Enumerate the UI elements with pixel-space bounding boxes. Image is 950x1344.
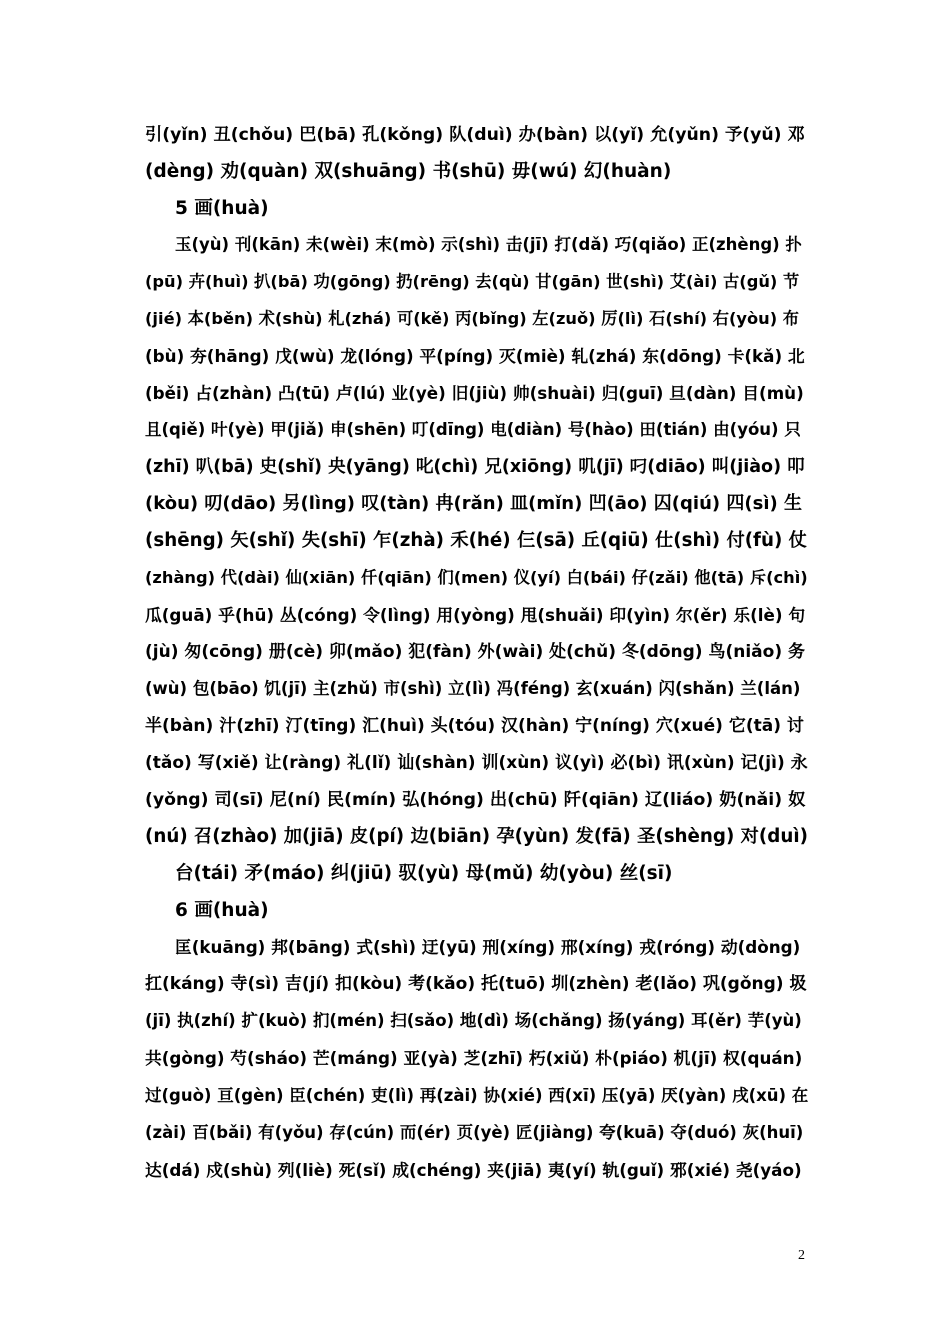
text-line: (tǎo) 写(xiě) 让(ràng) 礼(lǐ) 讪(shàn) 训(xùn) 议(yì) 必(bì) 讯(xùn) 记(jì) 永: [145, 753, 808, 773]
text-line: (zài) 百(bǎi) 有(yǒu) 存(cún) 而(ér) 页(yè) 匠(jiàng) 夸(kuā) 夺(duó) 灰(huī): [145, 1123, 804, 1142]
text-line: (yǒng) 司(sī) 尼(ní) 民(mín) 弘(hóng) 出(chū) 阡(qiān) 辽(liáo) 奶(nǎi) 奴: [145, 790, 806, 810]
text-line: 半(bàn) 汁(zhī) 汀(tīng) 汇(huì) 头(tóu) 汉(hàn) 宁(níng) 穴(xué) 它(tā) 讨: [145, 716, 804, 736]
text-line: 匡(kuāng) 邦(bāng) 式(shì) 迂(yū) 刑(xíng) 邢(xíng) 戎(róng) 动(dòng): [175, 937, 801, 957]
text-line: (jù) 匆(cōng) 册(cè) 卯(mǎo) 犯(fàn) 外(wài) 处(chǔ) 冬(dōng) 鸟(niǎo) 务: [145, 642, 806, 662]
text-line: 瓜(guā) 乎(hū) 丛(cóng) 令(lìng) 用(yòng) 甩(shuǎi) 印(yìn) 尔(ěr) 乐(lè) 句: [145, 605, 806, 625]
text-line: 玉(yù) 刊(kān) 未(wèi) 末(mò) 示(shì) 击(jī) 打(dǎ) 巧(qiǎo) 正(zhèng) 扑: [175, 235, 802, 254]
text-line: (dèng) 劝(quàn) 双(shuāng) 书(shū) 毋(wú) 幻(huàn): [145, 161, 672, 182]
text-line: (běi) 占(zhàn) 凸(tū) 卢(lú) 业(yè) 旧(jiù) 帅(shuài) 归(guī) 旦(dàn) 目(mù): [145, 383, 804, 403]
text-line: (nú) 召(zhào) 加(jiā) 皮(pí) 边(biān) 孕(yùn) 发(fā) 圣(shèng) 对(duì): [145, 826, 808, 847]
text-line: (shēng) 矢(shǐ) 失(shī) 乍(zhà) 禾(hé) 仨(sā) 丘(qiū) 仕(shì) 付(fù) 仗: [145, 530, 807, 551]
text-line: (bù) 夯(hāng) 戊(wù) 龙(lóng) 平(píng) 灭(miè) 轧(zhá) 东(dōng) 卡(kǎ) 北: [145, 346, 805, 366]
text-line: (pū) 卉(huì) 扒(bā) 功(gōng) 扔(rēng) 去(qù) 甘(gān) 世(shì) 艾(ài) 古(gǔ) 节: [145, 272, 800, 291]
text-line: (kòu) 叨(dāo) 另(lìng) 叹(tàn) 冉(rǎn) 皿(mǐn) 凹(āo) 囚(qiú) 四(sì) 生: [145, 493, 802, 514]
text-line: (zhī) 叭(bā) 史(shǐ) 央(yāng) 叱(chì) 兄(xiōng) 叽(jī) 叼(diāo) 叫(jiào) 叩: [145, 457, 805, 477]
section-heading: 5 画(huà): [175, 198, 269, 219]
section-heading: 6 画(huà): [175, 900, 269, 921]
text-line: 且(qiě) 叶(yè) 甲(jiǎ) 申(shēn) 叮(dīng) 电(diàn) 号(hào) 田(tián) 由(yóu) 只: [145, 420, 801, 439]
text-line: 共(gòng) 芍(sháo) 芒(máng) 亚(yà) 芝(zhī) 朽(xiǔ) 朴(piáo) 机(jī) 权(quán): [145, 1048, 803, 1068]
text-line: 台(tái) 矛(máo) 纠(jiū) 驭(yù) 母(mǔ) 幼(yòu) 丝(sī): [175, 863, 673, 884]
page-number: 2: [798, 1248, 805, 1263]
text-line: (jī) 执(zhí) 扩(kuò) 扪(mén) 扫(sǎo) 地(dì) 场(chǎng) 扬(yáng) 耳(ěr) 芋(yù): [145, 1011, 802, 1030]
text-line: 过(guò) 亘(gèn) 臣(chén) 吏(lì) 再(zài) 协(xié) 西(xī) 压(yā) 厌(yàn) 戌(xū) 在: [145, 1086, 809, 1105]
text-line: (wù) 包(bāo) 饥(jī) 主(zhǔ) 市(shì) 立(lì) 冯(féng) 玄(xuán) 闪(shǎn) 兰(lán): [145, 679, 801, 698]
text-line: (jié) 本(běn) 术(shù) 札(zhá) 可(kě) 丙(bǐng) 左(zuǒ) 厉(lì) 石(shí) 右(yòu) 布: [145, 309, 800, 328]
text-line: 扛(káng) 寺(sì) 吉(jí) 扣(kòu) 考(kǎo) 托(tuō) 圳(zhèn) 老(lǎo) 巩(gǒng) 圾: [145, 974, 807, 994]
text-line: 引(yǐn) 丑(chǒu) 巴(bā) 孔(kǒng) 队(duì) 办(bàn) 以(yǐ) 允(yǔn) 予(yǔ) 邓: [145, 125, 805, 145]
text-line: 达(dá) 戍(shù) 列(liè) 死(sǐ) 成(chéng) 夹(jiā) 夷(yí) 轨(guǐ) 邪(xié) 尧(yáo): [145, 1160, 802, 1180]
text-line: (zhàng) 代(dài) 仙(xiān) 仟(qiān) 们(men) 仪(yí) 白(bái) 仔(zǎi) 他(tā) 斥(chì): [145, 568, 808, 587]
